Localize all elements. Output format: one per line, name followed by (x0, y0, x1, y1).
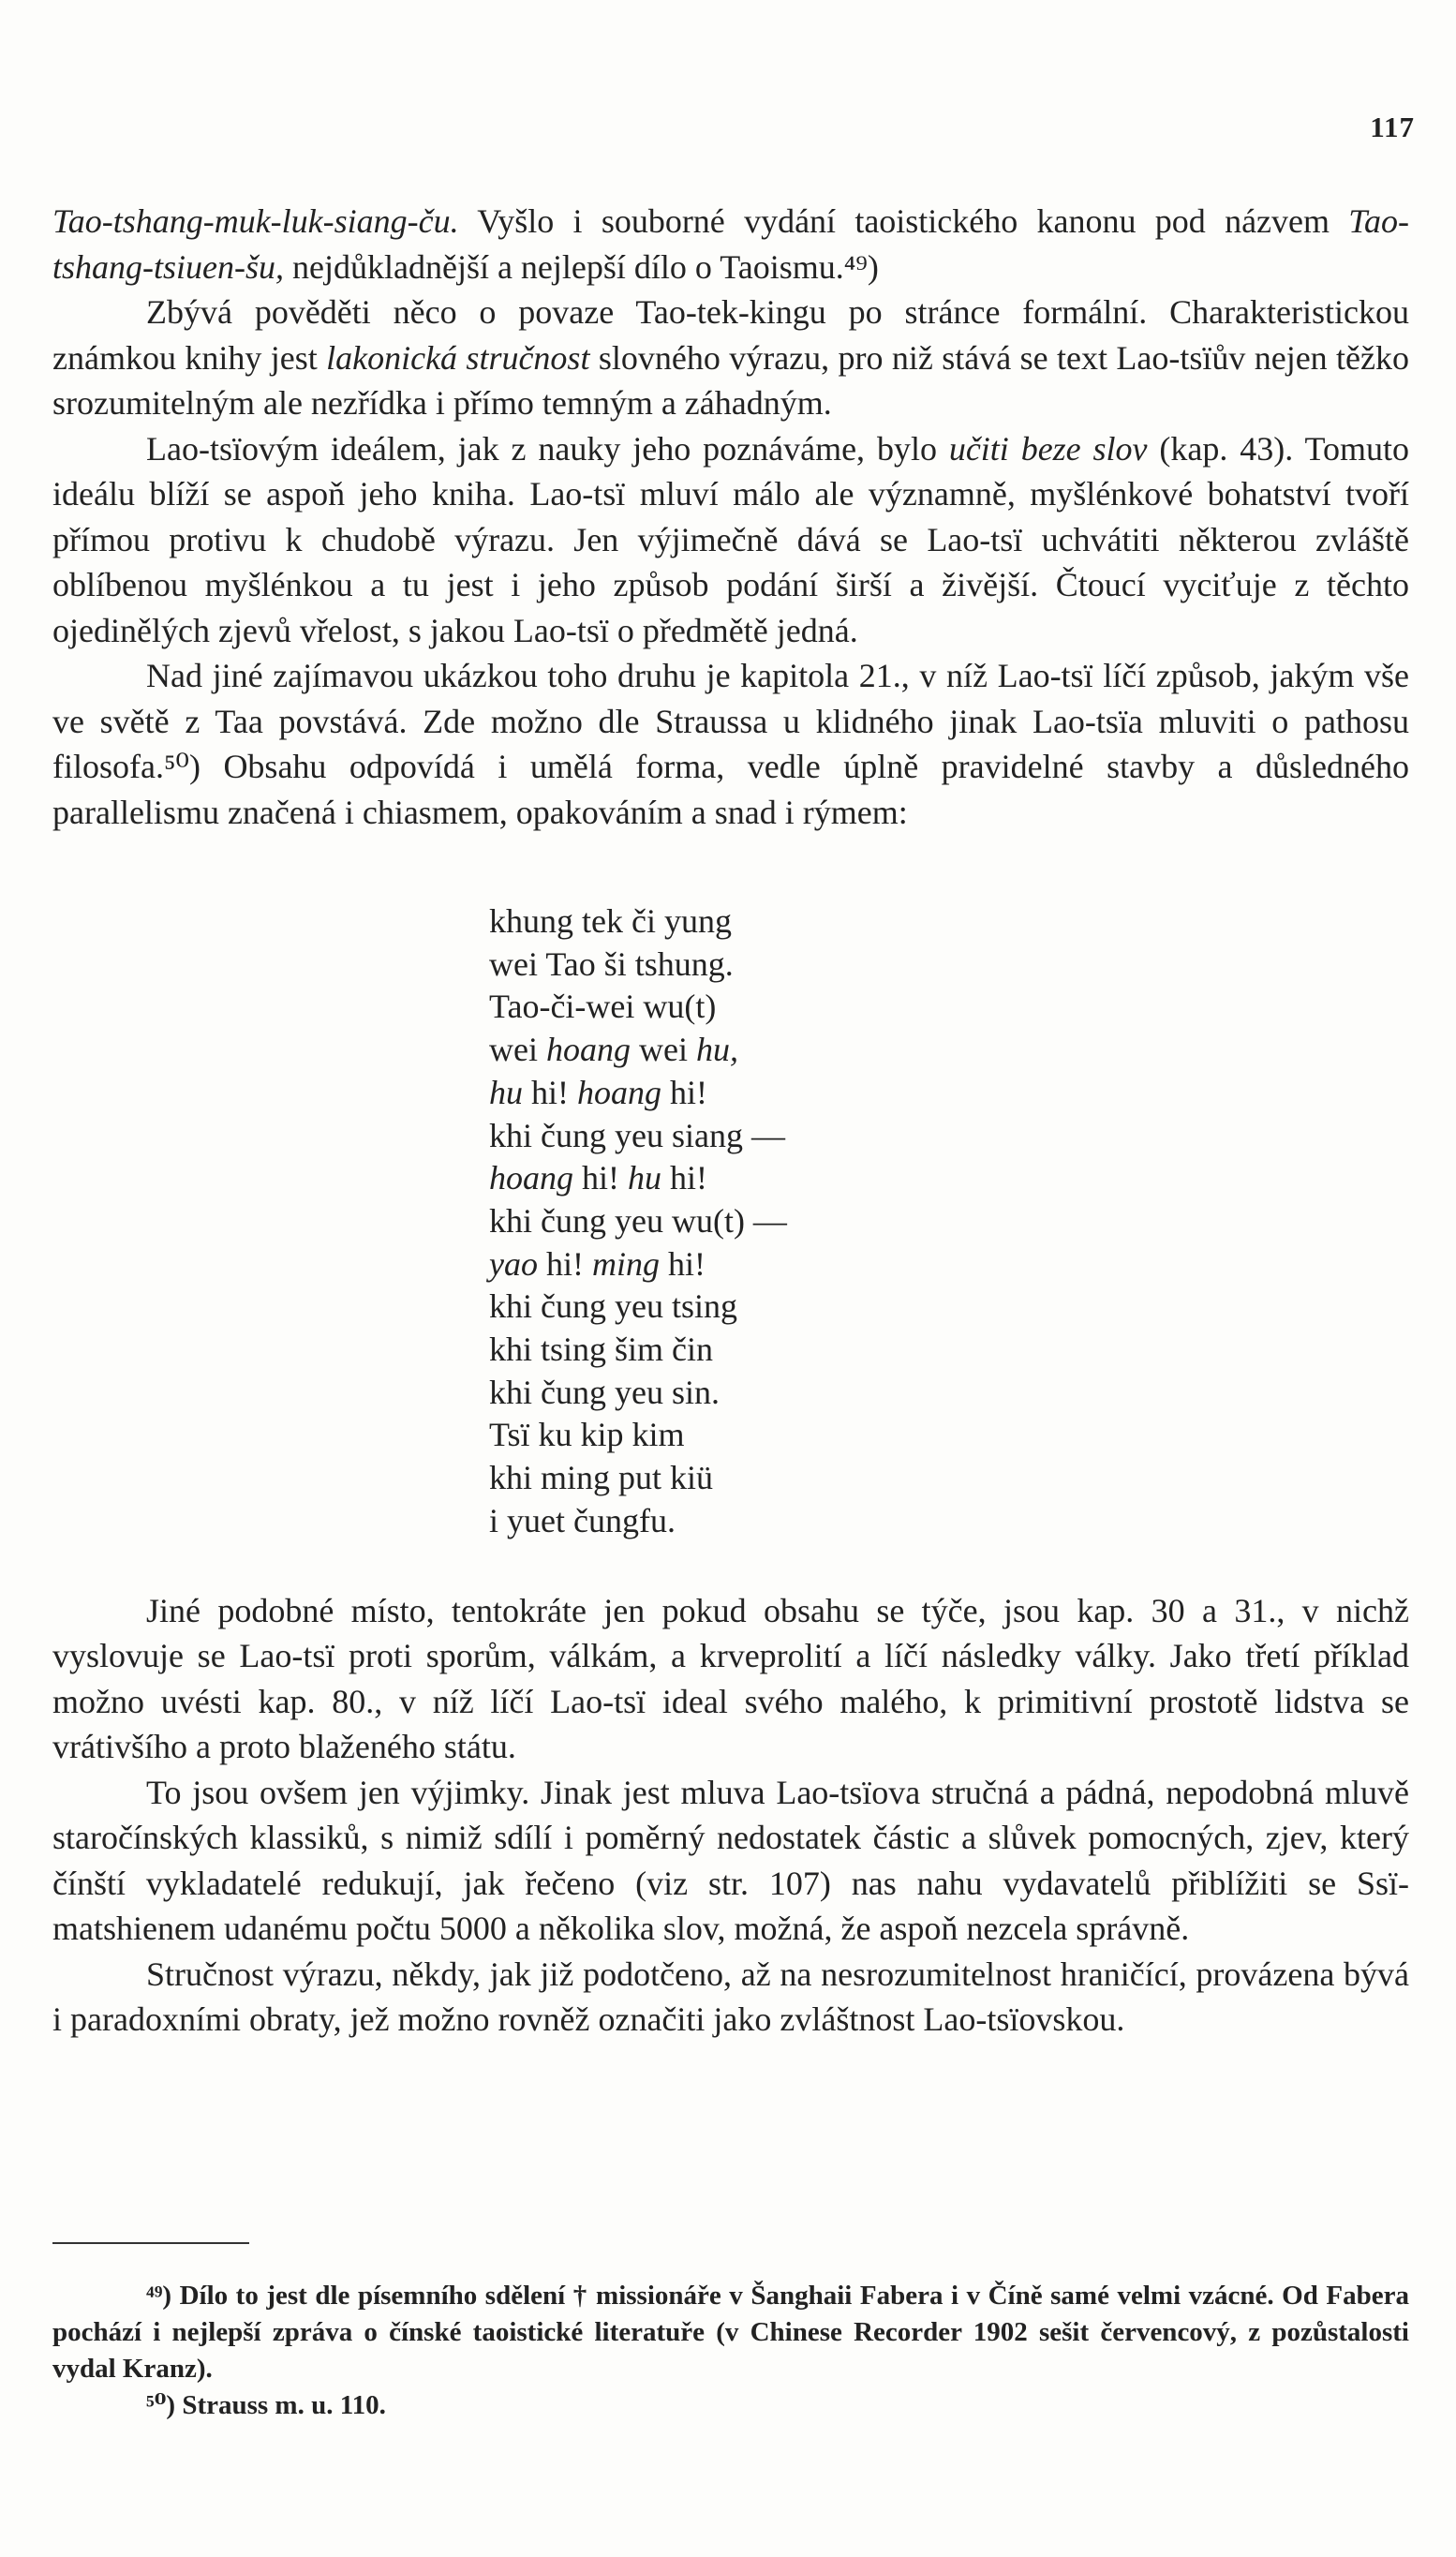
paragraph-ideal: Lao-tsïovým ideálem, jak z nauky jeho poznáváme, bylo učiti beze slov (kap. 43). Tomuto ideálu blíží se aspoň jeho kniha. Lao-tsï mluví málo ale významně, myšlénkové bohatství tvoří přímou protivu k chudobě výrazu. Jen výjimečně dává se Lao-tsï uchvátiti některou zvláště oblíbenou myšlénkou a tu jest i jeho způsob podání širší a živější. Čtoucí vyciťuje z těchto ojedinělých zjevů vřelost, s jakou Lao-tsï o předmětě jedná. (52, 429, 1409, 649)
main-text (52, 199, 1409, 2043)
intro-paragraph: Tao-tshang-muk-luk-siang-ču. Vyšlo i souborné vydání taoistického kanonu pod názvem Tao-tshang-tsiuen-šu, nejdůkladnější a nejlepší dílo o Taoismu.⁴⁹) (52, 202, 1409, 286)
poem-line: hu hi! hoang hi! (489, 1073, 707, 1111)
poem-line: i yuet čungfu. (489, 1501, 676, 1539)
paragraph-exceptions: To jsou ovšem jen výjimky. Jinak jest mluva Lao-tsïova stručná a pádná, nepodobná mluvě staročínských klassiků, s nimiž sdílí i poměrný nedostatek částic a slůvek pomocných, zjev, který čínští vykladatelé redukují, jak řečeno (viz str. 107) nas nahu vydavatelů přiblížiti se Ssï-matshienem udanému počtu 5000 a několika slov, možná, že aspoň nezcela správně. (52, 1773, 1409, 1948)
paragraph-form: Zbývá pověděti něco o povaze Tao-tek-kingu po stránce formální. Charakteristickou známkou knihy jest lakonická stručnost slovného výrazu, pro niž stává se text Lao-tsïův nejen těžko srozumitelným ale nezřídka i přímo temným a záhadným. (52, 293, 1410, 422)
footnote-49: ⁴⁹) Dílo to jest dle písemního sdělení † missionáře v Šanghaii Fabera i v Číně samé velmi vzácné. Od Fabera pochází i nejlepší zpráva o čínské taoistické literatuře (v Chinese Recorder 1902 sešit červencový, z pozůstalosti vydal Kranz). (52, 2281, 1409, 2384)
paragraph-other: Jiné podobné místo, tentokráte jen pokud obsahu se týče, jsou kap. 30 a 31., v nichž vyslovuje se Lao-tsï proti sporům, válkám, a krveprolití a líčí následky války. Jako třetí příklad možno uvésti kap. 80., v níž líčí Lao-tsï ideal svého malého, k primitivní prostotě lidstva se vrátivšího a proto blaženého státu. (52, 1591, 1409, 1766)
poem-line: wei Tao ši tshung. (489, 944, 734, 983)
poem-line: hoang hi! hu hi! (489, 1159, 707, 1197)
poem-line: khi čung yeu siang — (489, 1116, 785, 1154)
footnote-mark: ⁵⁰) (146, 2390, 176, 2420)
poem-line: Tao-či-wei wu(t) (489, 988, 717, 1026)
paragraph-example: Nad jiné zajímavou ukázkou toho druhu je kapitola 21., v níž Lao-tsï líčí způsob, jakým vše ve světě z Taa povstává. Zde možno dle Straussa u klidného jinak Lao-tsïa mluviti o pathosu filosofa.⁵⁰) Obsahu odpovídá i umělá forma, vedle úplně pravidelné stavby a důsledného parallelismu značená i chiasmem, opakováním a snad i rýmem: (52, 657, 1409, 831)
poem-quotation (489, 900, 1409, 1543)
poem-line: khi čung yeu wu(t) — (489, 1201, 787, 1240)
poem-line: yao hi! ming hi! (489, 1244, 706, 1283)
poem-line: khi čung yeu sin. (489, 1373, 720, 1411)
footnote-50: ⁵⁰) Strauss m. u. 110. (146, 2390, 386, 2420)
emphasis: učiti beze slov (948, 429, 1148, 468)
work-title: Tao-tshang-muk-luk-siang-ču. (52, 202, 459, 240)
emphasis: lakonická stručnost (326, 338, 590, 377)
footnote-rule (52, 2242, 249, 2244)
poem-line: wei hoang wei hu, (489, 1031, 738, 1069)
footnote-ref: ⁴⁹) (843, 247, 879, 286)
footnote-mark: ⁴⁹) (146, 2281, 172, 2311)
poem-line: khi tsing šim čin (489, 1331, 714, 1369)
footnotes (52, 2242, 1409, 2424)
poem-line: khi ming put kiü (489, 1459, 714, 1497)
poem-line: khi čung yeu tsing (489, 1287, 737, 1326)
page-number: 117 (1370, 111, 1415, 143)
poem-line: Tsï ku kip kim (489, 1416, 685, 1454)
poem-line: khung tek či yung (489, 902, 732, 940)
paragraph-paradox: Stručnost výrazu, někdy, jak již podotčeno, až na nesrozumitelnost hraničící, provázena bývá i paradoxními obraty, jež možno rovněž označiti jako zvláštnost Lao-tsïovskou. (52, 1955, 1409, 2039)
book-page (52, 0, 1415, 2557)
footnote-ref: ⁵⁰) (163, 748, 201, 785)
work-title: Tao-tshang-tsiuen-šu, (52, 202, 1409, 286)
